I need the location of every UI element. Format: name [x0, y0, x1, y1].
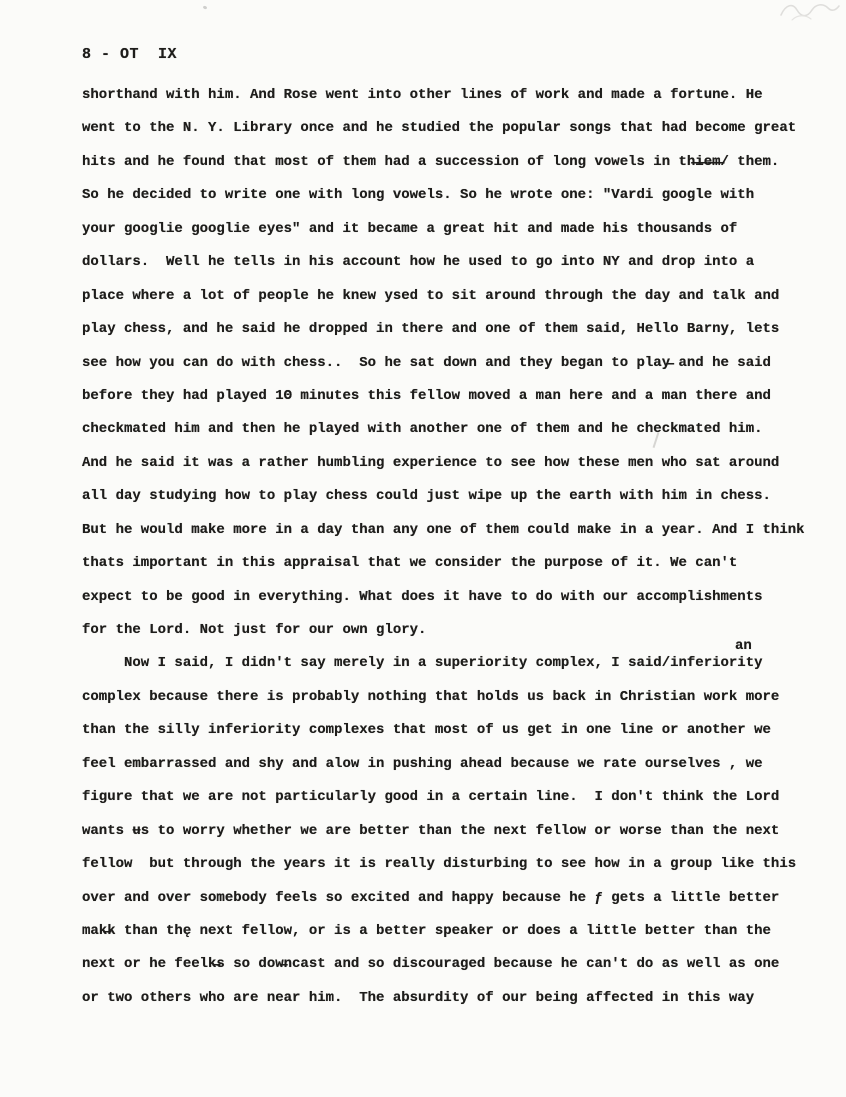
text-line: your googlie googlie eyes" and it became a great hit and made his thousands of: [82, 220, 738, 237]
text-line: checkmated him and then he played with another one of them and he checkmated him.: [82, 421, 763, 438]
text-line: see how you can do with chess.. So he sat down and they began to play̶ and he said: [82, 354, 771, 371]
text-line: But he would make more in a day than any one of them could make in a year. And I think: [82, 521, 805, 538]
text-line: dollars. Well he tells in his account how he used to go into NY and drop into a: [82, 254, 755, 271]
text-line: or two others who are near him. The absurdity of our being affected in this way: [82, 989, 755, 1006]
text-line: place where a lot of people he knew ysed to sit around through the day and talk and: [82, 287, 780, 304]
text-line: thats important in this appraisal that we consider the purpose of it. We can't: [82, 555, 738, 572]
page-header: 8 - OT IX: [82, 46, 178, 63]
text-line: than the silly inferiority complexes that most of us get in one line or another we: [82, 722, 771, 739]
text-line: feel embarrassed and shy and alow in pushing ahead because we rate ourselves , we: [82, 755, 763, 772]
text-line: over and over somebody feels so excited and happy because he ƒ gets a little better: [82, 889, 780, 906]
text-line: Now I said, I didn't say merely in a superiority complex, I said/inferiority: [82, 655, 763, 672]
scan-artifact-speck: [203, 5, 208, 9]
text-line: for the Lord. Not just for our own glory.: [82, 622, 427, 638]
text-line: fellow but through the years it is really disturbing to see how in a group like this: [82, 856, 797, 873]
text-line: And he said it was a rather humbling experience to see how these men who sat around: [82, 454, 780, 471]
text-line: expect to be good in everything. What does it have to do with our accomplishments: [82, 588, 763, 605]
text-line: mak̶k than thę next fellow, or is a better speaker or does a little better than the: [82, 922, 771, 939]
text-line: went to the N. Y. Library once and he studied the popular songs that had become great: [82, 120, 797, 137]
text-line: all day studying how to play chess could just wipe up the earth with him in chess.: [82, 488, 771, 505]
text-line: figure that we are not particularly good in a certain line. I don't think the Lord: [82, 789, 780, 806]
text-line: next or he feelk̶s so dow̶ncast and so discouraged because he can't do as well as one: [82, 956, 780, 973]
text-line: complex because there is probably nothing that holds us back in Christian work more: [82, 688, 780, 705]
text-line: before they had played 1Θ minutes this fellow moved a man here and a man there and: [82, 387, 771, 404]
typed-insertion-an: an: [735, 638, 752, 654]
text-line: shorthand with him. And Rose went into other lines of work and made a fortune. He: [82, 87, 763, 103]
text-line: play chess, and he said he dropped in there and one of them said, Hello Barny, lets: [82, 321, 780, 338]
typescript-body: [82, 79, 842, 1015]
scan-artifact-squiggle: [778, 0, 842, 29]
text-line: wants ʉs to worry whether we are better than the next fellow or worse than the next: [82, 822, 780, 839]
text-line: hits and he found that most of them had a succession of long vowels in th̶i̶e̶m̶/ them.: [82, 153, 780, 170]
text-line: So he decided to write one with long vowels. So he wrote one: "Vardi google with: [82, 187, 755, 204]
